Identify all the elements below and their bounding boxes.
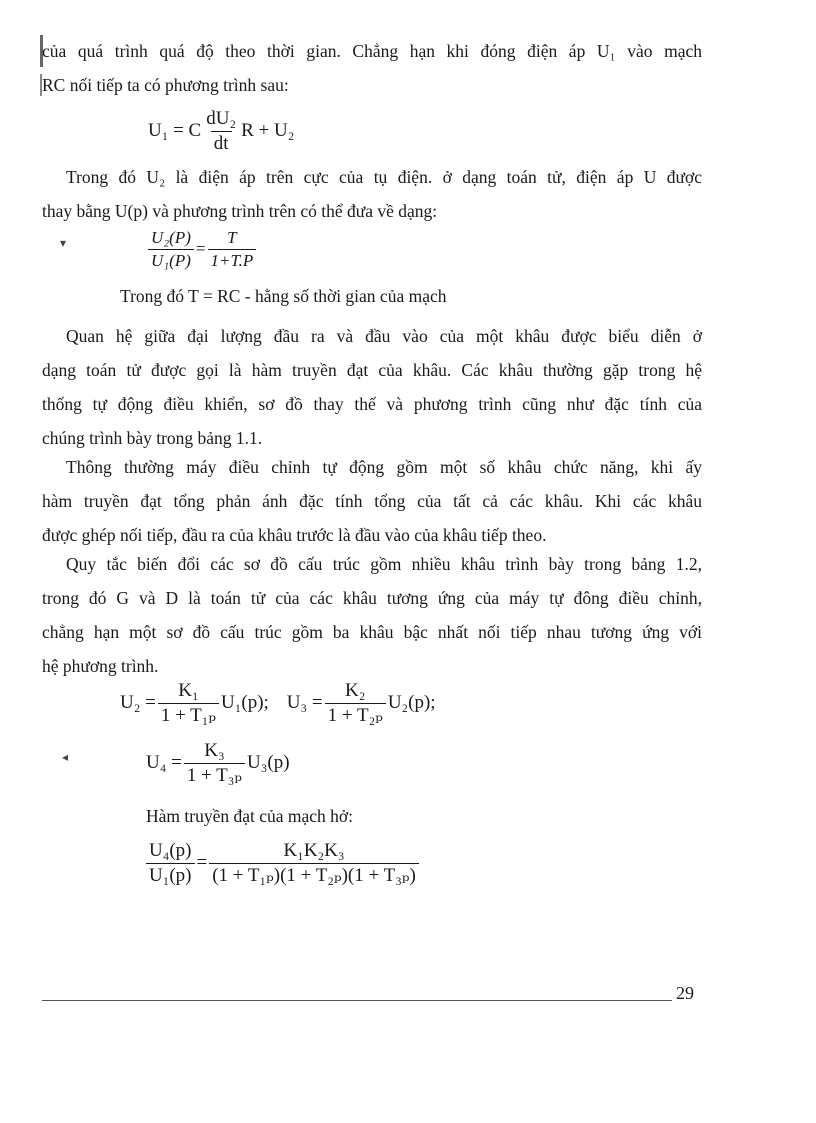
open-loop-label: Hàm truyền đạt của mạch hở: xyxy=(146,806,354,826)
paragraph-3 xyxy=(42,319,702,455)
text-line: được ghép nối tiếp, đầu ra của khâu trước là đầu vào của khâu tiếp theo. xyxy=(42,525,547,545)
numerator: K₃ xyxy=(204,740,225,761)
denominator: 1 + T₃ₚ xyxy=(184,763,245,787)
equation-open-loop xyxy=(144,840,421,887)
scan-speck: ◂ xyxy=(62,750,69,764)
numerator: dU₂ xyxy=(206,108,237,129)
equation-rhs: U₂(p); xyxy=(387,692,436,714)
numerator: T xyxy=(227,228,237,247)
denominator: dt xyxy=(211,131,232,155)
numerator: U₂(P) xyxy=(151,228,191,247)
denominator: 1+T.P xyxy=(208,249,257,271)
numerator: K₁ xyxy=(178,680,199,701)
equation-system-row-1 xyxy=(120,680,436,727)
denominator: U₁(P) xyxy=(148,249,194,271)
fraction xyxy=(209,840,419,887)
equation-lhs: U₃ = xyxy=(286,692,323,714)
numerator: K₂ xyxy=(345,680,366,701)
equation-transfer xyxy=(146,228,258,270)
footer-rule xyxy=(42,1000,672,1001)
time-constant-note: Trong đó T = RC - hằng số thời gian của mạch xyxy=(120,286,447,306)
denominator: 1 + T₂ₚ xyxy=(325,703,386,727)
text-line: của quá trình quá độ theo thời gian. Chẳng hạn khi đóng điện áp U₁ vào mạch xyxy=(42,41,702,61)
text-line: hệ phương trình. xyxy=(42,656,159,676)
denominator: (1 + T₁ₚ)(1 + T₂ₚ)(1 + T₃ₚ) xyxy=(209,863,419,887)
paragraph-1 xyxy=(42,34,702,102)
equals-sign: = xyxy=(196,852,208,874)
text-line: Quy tắc biến đổi các sơ đồ cấu trúc gồm nhiều khâu trình bày trong bảng 1.2, xyxy=(66,554,702,574)
text-line: dạng toán tử được gọi là hàm truyền đạt của khâu. Các khâu thường gặp trong hệ xyxy=(42,360,702,380)
text-line: thay bằng U(p) và phương trình trên có thể đưa về dạng: xyxy=(42,201,438,221)
fraction xyxy=(203,108,239,155)
text-line: RC nối tiếp ta có phương trình sau: xyxy=(42,75,289,95)
scan-speck: ▾ xyxy=(60,236,67,250)
denominator: 1 + T₁ₚ xyxy=(158,703,219,727)
text-line: chẳng hạn một sơ đồ cấu trúc gồm ba khâu bậc nhất nối tiếp nhau tương ứng với xyxy=(42,622,702,642)
fraction xyxy=(208,228,257,270)
equation-lhs: U₁ = C xyxy=(148,120,202,142)
denominator: U₁(p) xyxy=(146,863,195,887)
numerator: U₄(p) xyxy=(149,840,192,861)
equation-rc xyxy=(148,108,294,155)
text-line: thống tự động điều khiển, sơ đồ thay thế và phương trình cũng như đặc tính của xyxy=(42,394,702,414)
fraction xyxy=(146,840,195,887)
fraction xyxy=(184,740,245,787)
page-number: 29 xyxy=(676,983,694,1003)
equation-lhs: U₂ = xyxy=(120,692,156,714)
equation-rhs: U₃(p) xyxy=(247,752,290,774)
paragraph-4 xyxy=(42,450,702,552)
numerator: K₁K₂K₃ xyxy=(283,840,345,861)
equation-rhs: R + U₂ xyxy=(241,120,295,142)
text-line: chúng trình bày trong bảng 1.1. xyxy=(42,428,263,448)
equation-rhs: U₁(p); xyxy=(221,692,269,714)
equation-lhs: U₄ = xyxy=(146,752,182,774)
fraction xyxy=(148,228,194,270)
equation-system-row-2 xyxy=(146,740,290,787)
text-line: Trong đó U₂ là điện áp trên cực của tụ điện. ở dạng toán tử, điện áp U được xyxy=(66,167,702,187)
paragraph-2 xyxy=(42,160,702,228)
text-line: Quan hệ giữa đại lượng đầu ra và đầu vào của một khâu được biểu diễn ở xyxy=(66,326,702,346)
fraction xyxy=(158,680,219,727)
text-line: Thông thường máy điều chỉnh tự động gồm một số khâu chức năng, khi ấy xyxy=(66,457,702,477)
fraction xyxy=(325,680,386,727)
text-line: hàm truyền đạt tổng phản ánh đặc tính tổng của tất cả các khâu. Khi các khâu xyxy=(42,491,702,511)
paragraph-5 xyxy=(42,547,702,683)
equals-sign: = xyxy=(195,239,206,259)
text-line: trong đó G và D là toán tử của các khâu tương ứng của máy tự đông điều chỉnh, xyxy=(42,588,702,608)
